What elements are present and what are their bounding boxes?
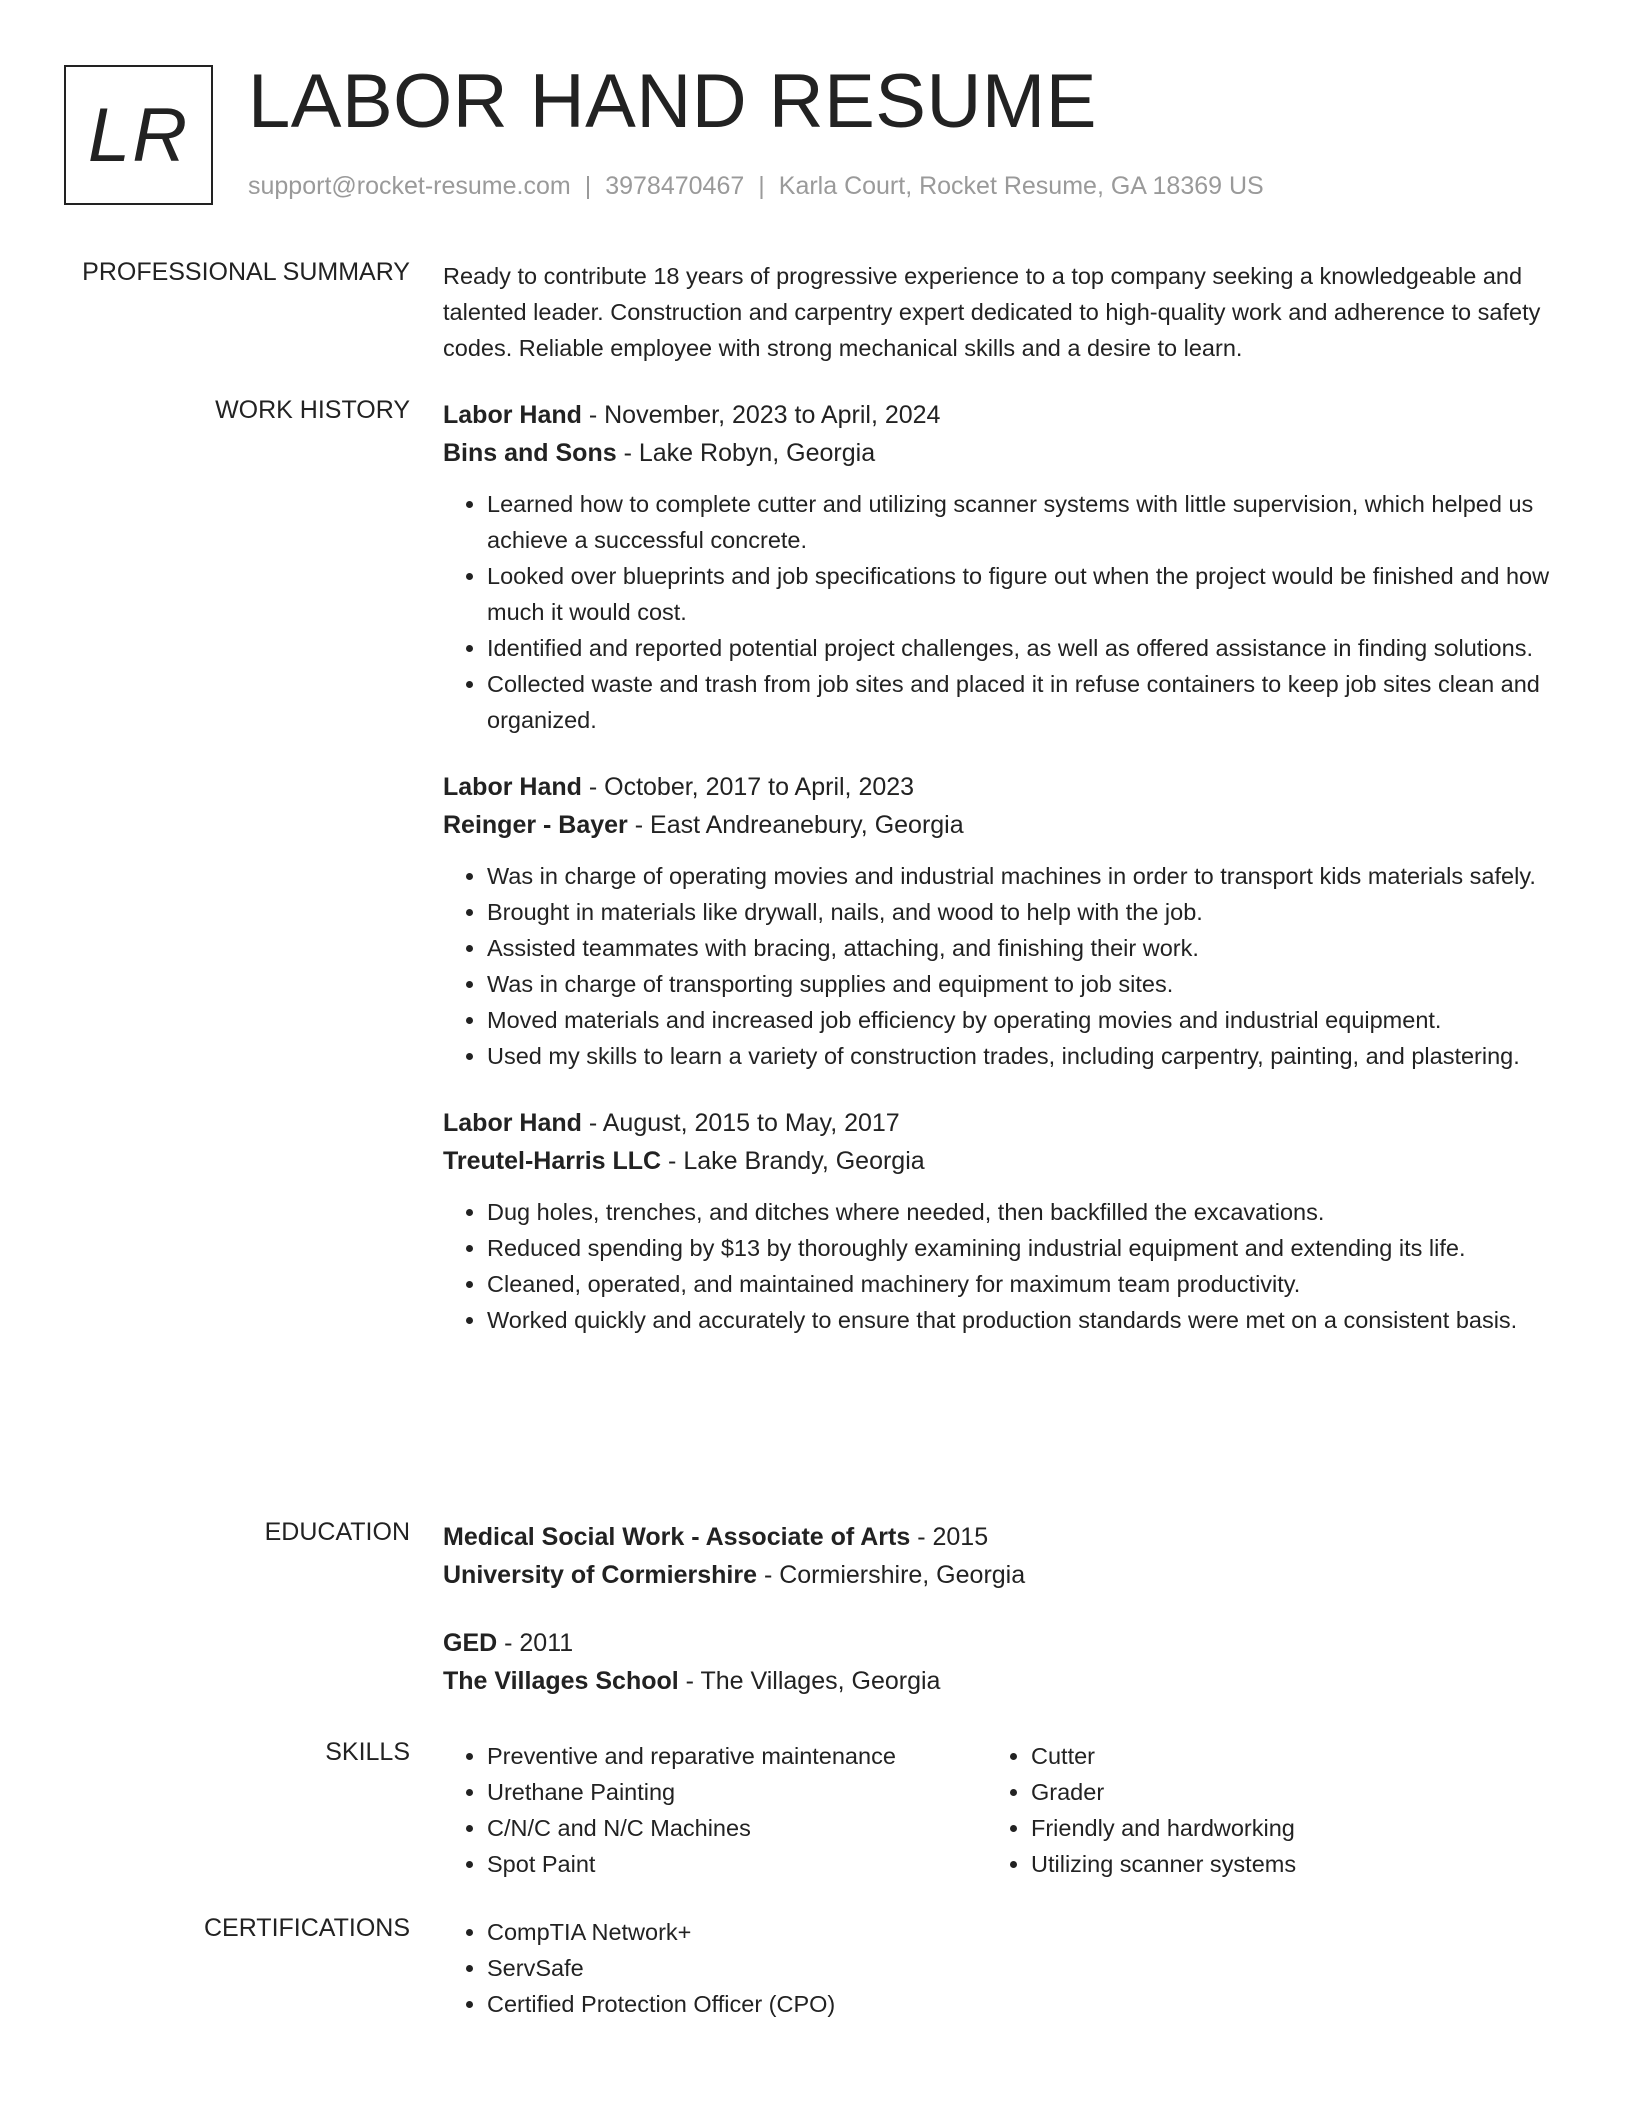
job-bullet: • Worked quickly and accurately to ensure that production standards were met on a consistent basis. xyxy=(487,1302,1553,1338)
job-bullet: • Learned how to complete cutter and utilizing scanner systems with little supervision, which helped us achieve a successful concrete. xyxy=(487,486,1553,558)
job-bullet: • Looked over blueprints and job specifications to figure out when the project would be finished and how much it would cost. xyxy=(487,558,1553,630)
job-bullet: • Reduced spending by $13 by thoroughly examining industrial equipment and extending its life. xyxy=(487,1230,1553,1266)
section-label-summary: PROFESSIONAL SUMMARY xyxy=(82,258,410,286)
certification-item: • CompTIA Network+ xyxy=(487,1914,1553,1950)
certification-item: • ServSafe xyxy=(487,1950,1553,1986)
job-title-line xyxy=(443,1104,1553,1142)
education-school: The Villages School xyxy=(443,1667,679,1695)
skills-column-2 xyxy=(987,1738,1531,1882)
education-school-line xyxy=(443,1662,1553,1700)
skill-item: • Spot Paint xyxy=(487,1846,987,1882)
job-entry xyxy=(443,1104,1553,1338)
contact-separator: | xyxy=(758,172,765,200)
education-location: - Cormiershire, Georgia xyxy=(757,1561,1026,1589)
job-dates: - November, 2023 to April, 2024 xyxy=(581,401,941,429)
section-label-education: EDUCATION xyxy=(264,1518,410,1546)
job-company-line xyxy=(443,806,1553,844)
job-bullet: • Dug holes, trenches, and ditches where needed, then backfilled the excavations. xyxy=(487,1194,1553,1230)
job-bullet: • Brought in materials like drywall, nails, and wood to help with the job. xyxy=(487,894,1553,930)
education-school-line xyxy=(443,1556,1553,1594)
job-company-line xyxy=(443,434,1553,472)
job-location: - Lake Brandy, Georgia xyxy=(661,1147,925,1175)
education-degree-line xyxy=(443,1518,1553,1556)
resume-title: LABOR HAND RESUME xyxy=(248,59,1097,144)
skill-item: • Friendly and hardworking xyxy=(1031,1810,1531,1846)
job-bullet: • Collected waste and trash from job sites and placed it in refuse containers to keep job sites clean and organized. xyxy=(487,666,1553,738)
job-bullet: • Assisted teammates with bracing, attaching, and finishing their work. xyxy=(487,930,1553,966)
monogram-logo: LR xyxy=(64,65,213,205)
job-dates: - August, 2015 to May, 2017 xyxy=(581,1109,900,1137)
work-history-body xyxy=(443,396,1553,1368)
skill-item: • Preventive and reparative maintenance xyxy=(487,1738,987,1774)
education-school: University of Cormiershire xyxy=(443,1561,757,1589)
job-title-line xyxy=(443,396,1553,434)
certifications-list xyxy=(443,1914,1553,2022)
skill-item: • C/N/C and N/C Machines xyxy=(487,1810,987,1846)
job-location: - Lake Robyn, Georgia xyxy=(616,439,876,467)
education-entry xyxy=(443,1518,1553,1594)
skills-body xyxy=(443,1738,1553,1882)
job-dates: - October, 2017 to April, 2023 xyxy=(581,773,915,801)
job-location: - East Andreanebury, Georgia xyxy=(627,811,964,839)
education-year: - 2011 xyxy=(497,1629,574,1657)
certifications-body xyxy=(443,1914,1553,2022)
education-location: - The Villages, Georgia xyxy=(678,1667,941,1695)
job-bullet: • Identified and reported potential project challenges, as well as offered assistance in finding solutions. xyxy=(487,630,1553,666)
skill-item: • Cutter xyxy=(1031,1738,1531,1774)
job-entry xyxy=(443,396,1553,738)
education-entry xyxy=(443,1624,1553,1700)
job-bullet: • Moved materials and increased job efficiency by operating movies and industrial equipment. xyxy=(487,1002,1553,1038)
certification-item: • Certified Protection Officer (CPO) xyxy=(487,1986,1553,2022)
skill-item: • Utilizing scanner systems xyxy=(1031,1846,1531,1882)
contact-email: support@rocket-resume.com xyxy=(248,172,571,200)
section-label-certifications: CERTIFICATIONS xyxy=(203,1914,410,1942)
education-degree: GED xyxy=(443,1629,498,1657)
skills-column-1 xyxy=(443,1738,987,1882)
job-company-line xyxy=(443,1142,1553,1180)
job-bullet: • Used my skills to learn a variety of construction trades, including carpentry, painting, and plastering. xyxy=(487,1038,1553,1074)
job-title-line xyxy=(443,768,1553,806)
job-title: Labor Hand xyxy=(443,401,582,429)
education-year: - 2015 xyxy=(910,1523,989,1551)
job-company: Reinger - Bayer xyxy=(443,811,628,839)
section-label-work-history: WORK HISTORY xyxy=(215,396,410,424)
education-body xyxy=(443,1518,1553,1730)
contact-line xyxy=(248,172,1264,201)
job-bullet: • Was in charge of transporting supplies and equipment to job sites. xyxy=(487,966,1553,1002)
job-company: Treutel-Harris LLC xyxy=(443,1147,662,1175)
job-bullet: • Cleaned, operated, and maintained machinery for maximum team productivity. xyxy=(487,1266,1553,1302)
job-title: Labor Hand xyxy=(443,1109,582,1137)
education-degree-line xyxy=(443,1624,1553,1662)
job-bullets xyxy=(443,1194,1553,1338)
job-bullets xyxy=(443,486,1553,738)
job-entry xyxy=(443,768,1553,1074)
section-label-skills: SKILLS xyxy=(325,1738,410,1766)
summary-body xyxy=(443,258,1553,366)
skill-item: • Urethane Painting xyxy=(487,1774,987,1810)
contact-phone: 3978470467 xyxy=(605,172,745,200)
job-bullet: • Was in charge of operating movies and industrial machines in order to transport kids materials safely. xyxy=(487,858,1553,894)
summary-text: Ready to contribute 18 years of progressive experience to a top company seeking a knowledgeable and talented leader. Construction and carpentry expert dedicated to high-quality work and adherence to safety codes. Reliable employee with strong mechanical skills and a desire to learn. xyxy=(443,263,1541,361)
job-bullets xyxy=(443,858,1553,1074)
contact-separator: | xyxy=(584,172,592,200)
job-company: Bins and Sons xyxy=(443,439,617,467)
skills-columns xyxy=(443,1738,1553,1882)
skill-item: • Grader xyxy=(1031,1774,1531,1810)
contact-address: Karla Court, Rocket Resume, GA 18369 US xyxy=(778,172,1264,200)
job-title: Labor Hand xyxy=(443,773,582,801)
education-degree: Medical Social Work - Associate of Arts xyxy=(443,1523,911,1551)
